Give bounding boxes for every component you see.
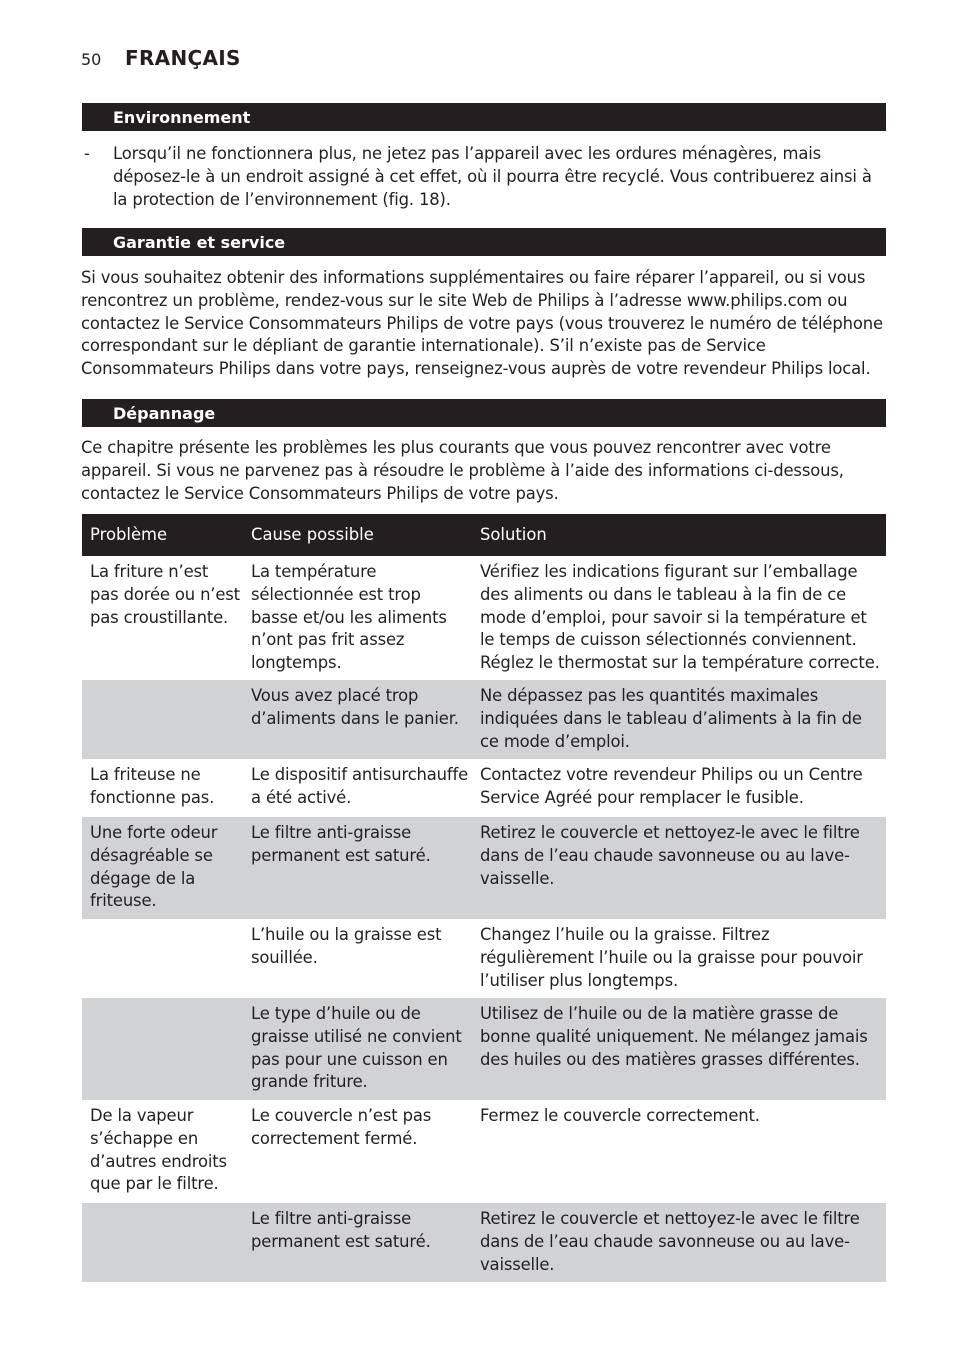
troubleshooting-intro: Ce chapitre présente les problèmes les plus courants que vous pouvez rencontrer avec votre appareil. Si vous ne parvenez pas à résoudre le problème à l’aide des informations ci-dessous, contactez le Service Consommateurs Philips de votre pays.: [81, 438, 844, 503]
cell-solution: Retirez le couvercle et nettoyez-le avec le filtre dans de l’eau chaude savonneuse ou au lave-vaisselle.: [480, 1209, 860, 1274]
section-heading-troubleshooting: Dépannage: [82, 399, 886, 427]
cell-solution: Changez l’huile ou la graisse. Filtrez régulièrement l’huile ou la graisse pour pouvoir l’utiliser plus longtemps.: [480, 925, 863, 990]
table-row: [82, 919, 886, 998]
cell-cause: Le filtre anti-graisse permanent est saturé.: [251, 1209, 431, 1251]
warranty-text: Si vous souhaitez obtenir des informations supplémentaires ou faire réparer l’appareil, ou si vous rencontrez un problème, rendez-vous sur le site Web de Philips à l’adresse www.philips.com ou contactez le Service Consommateurs Philips de votre pays (vous trouverez le numéro de téléphone correspondant sur le dépliant de garantie internationale). S’il n’existe pas de Service Consommateurs Philips dans votre pays, renseignez-vous auprès de votre revendeur Philips local.: [81, 268, 883, 379]
section-heading-environment: Environnement: [82, 103, 886, 131]
cell-solution: Retirez le couvercle et nettoyez-le avec le filtre dans de l’eau chaude savonneuse ou au lave-vaisselle.: [480, 823, 860, 888]
table-header: [82, 514, 886, 556]
cell-cause: Le couvercle n’est pas correctement fermé.: [251, 1106, 432, 1148]
cell-problem: La friture n’est pas dorée ou n’est pas croustillante.: [90, 562, 240, 627]
cell-cause: Le dispositif antisurchauffe a été activé.: [251, 765, 469, 807]
table-row: [82, 998, 886, 1100]
table-row: [82, 1100, 886, 1203]
table-row: [82, 680, 886, 759]
section-heading-warranty: Garantie et service: [82, 228, 886, 256]
table-row: [82, 817, 886, 919]
language-title: FRANÇAIS: [125, 46, 241, 70]
cell-solution: Utilisez de l’huile ou de la matière grasse de bonne qualité uniquement. Ne mélangez jamais des huiles ou des matières grasses différentes.: [480, 1004, 868, 1069]
table-row: [82, 759, 886, 817]
header-problem: Problème: [90, 525, 168, 544]
table-row: [82, 1203, 886, 1282]
cell-solution: Fermez le couvercle correctement.: [480, 1106, 760, 1125]
cell-problem: La friteuse ne fonctionne pas.: [90, 765, 215, 807]
header-cause: Cause possible: [251, 525, 374, 544]
table-row: [82, 556, 886, 680]
cell-solution: Contactez votre revendeur Philips ou un Centre Service Agréé pour remplacer le fusible.: [480, 765, 863, 807]
cell-problem: Une forte odeur désagréable se dégage de la friteuse.: [90, 823, 218, 911]
header-solution: Solution: [480, 525, 547, 544]
cell-solution: Vérifiez les indications figurant sur l’emballage des aliments ou dans le tableau à la fin de ce mode d’emploi, pour savoir si la température et le temps de cuisson sélectionnés conviennent. Réglez le thermostat sur la température correcte.: [480, 562, 880, 673]
cell-solution: Ne dépassez pas les quantités maximales indiquées dans le tableau d’aliments à la fin de ce mode d’emploi.: [480, 686, 862, 751]
bullet-dash: -: [84, 144, 90, 163]
cell-cause: L’huile ou la graisse est souillée.: [251, 925, 442, 967]
cell-cause: La température sélectionnée est trop basse et/ou les aliments n’ont pas frit assez longtemps.: [251, 562, 447, 673]
environment-text: Lorsqu’il ne fonctionnera plus, ne jetez pas l’appareil avec les ordures ménagères, mais déposez-le à un endroit assigné à cet effet, où il pourra être recyclé. Vous contribuerez ainsi à la protection de l’environnement (fig. 18).: [113, 144, 872, 209]
cell-cause: Le type d’huile ou de graisse utilisé ne convient pas pour une cuisson en grande friture.: [251, 1004, 462, 1092]
page-number: 50: [81, 50, 102, 69]
cell-problem: De la vapeur s’échappe en d’autres endroits que par le filtre.: [90, 1106, 227, 1194]
cell-cause: Le filtre anti-graisse permanent est saturé.: [251, 823, 431, 865]
troubleshooting-table: [82, 514, 886, 1282]
cell-cause: Vous avez placé trop d’aliments dans le panier.: [251, 686, 459, 728]
